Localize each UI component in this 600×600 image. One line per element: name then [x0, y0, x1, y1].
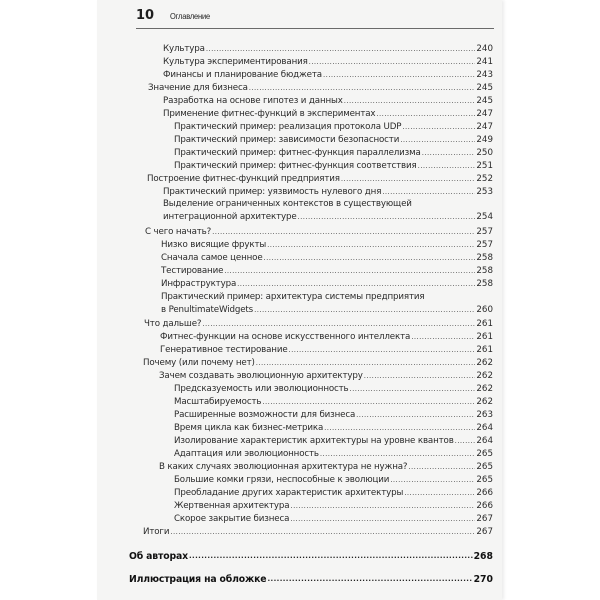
dot-leader: [350, 385, 476, 394]
toc-entry-page: 264: [476, 436, 493, 446]
toc-entry-page: 260: [476, 305, 493, 315]
toc-entry-chapter[interactable]: [129, 574, 493, 585]
toc-entry-page: 253: [476, 187, 493, 197]
toc-entry[interactable]: [160, 345, 493, 356]
toc-entry[interactable]: [174, 423, 493, 434]
toc-entry-title: Культура экспериментирования: [163, 57, 308, 67]
dot-leader: [324, 424, 475, 433]
toc-entry-page: 262: [476, 384, 493, 394]
toc-entry[interactable]: [145, 227, 493, 238]
dot-leader: [418, 162, 476, 171]
toc-entry-title: Практический пример: уязвимость нулевого дня: [163, 187, 382, 197]
toc-entry[interactable]: [161, 279, 493, 290]
toc-entry-title: Большие комки грязи, неспособные к эволюции: [174, 475, 390, 485]
dot-leader: [400, 136, 475, 145]
dot-leader: [323, 71, 475, 80]
dot-leader: [189, 552, 473, 561]
dot-leader: [262, 398, 475, 407]
dot-leader: [202, 320, 475, 329]
toc-entry-title: Финансы и планирование бюджета: [163, 70, 322, 80]
dot-leader: [382, 188, 475, 197]
dot-leader: [170, 528, 475, 537]
toc-entry[interactable]: [163, 44, 493, 55]
toc-entry[interactable]: [163, 70, 493, 81]
toc-entry-page: 258: [476, 266, 493, 276]
dot-leader: [422, 149, 476, 158]
toc-entry[interactable]: [161, 266, 493, 277]
toc-entry-line1[interactable]: [161, 292, 493, 303]
toc-entry-page: 257: [476, 240, 493, 250]
toc-entry-page: 261: [476, 319, 493, 329]
toc-entry-title-cont: в PenultimateWidgets: [161, 305, 254, 315]
toc-entry-page: 258: [476, 279, 493, 289]
dot-leader: [341, 175, 476, 184]
toc-entry-title: Зачем создавать эволюционную архитектуру: [159, 371, 363, 381]
toc-entry-title: Масштабируемость: [174, 397, 262, 407]
toc-entry[interactable]: [174, 148, 493, 159]
toc-entry-page: 267: [476, 527, 493, 537]
toc-entry-title: Об авторах: [129, 551, 188, 562]
toc-entry-page: 264: [476, 423, 493, 433]
toc-entry-page: 268: [473, 551, 493, 562]
toc-entry-title: Что дальше?: [144, 319, 202, 329]
toc-entry[interactable]: [161, 240, 493, 251]
toc-entry[interactable]: [163, 187, 493, 198]
toc-entry-title: Тестирование: [161, 266, 224, 276]
dot-leader: [224, 267, 475, 276]
toc-entry-title: Применение фитнес-функций в экспериментах: [163, 109, 376, 119]
toc-entry-line1[interactable]: [163, 199, 493, 210]
toc-entry-page: 258: [476, 253, 493, 263]
dot-leader: [404, 489, 475, 498]
toc-entry-page: 247: [476, 122, 493, 132]
toc-entry-title: Сначала самое ценное: [161, 253, 263, 263]
dot-leader: [249, 84, 476, 93]
dot-leader: [290, 502, 475, 511]
toc-entry-chapter[interactable]: [129, 551, 493, 562]
running-title: Оглавление: [170, 11, 210, 21]
dot-leader: [267, 575, 472, 584]
toc-entry-page: 241: [476, 57, 493, 67]
dot-leader: [376, 110, 475, 119]
toc-entry[interactable]: [144, 319, 493, 330]
dot-leader: [356, 411, 475, 420]
toc-entry-page: 263: [476, 410, 493, 420]
toc-entry-page: 270: [473, 574, 493, 585]
toc-entry[interactable]: [174, 397, 493, 408]
page-number: 10: [136, 8, 155, 23]
toc-entry-title: Предсказуемость или эволюционность: [174, 384, 349, 394]
dot-leader: [364, 372, 476, 381]
toc-entry-page: 267: [476, 514, 493, 524]
toc-entry[interactable]: [161, 305, 493, 316]
toc-entry[interactable]: [163, 96, 493, 107]
toc-entry-page: 266: [476, 501, 493, 511]
dot-leader: [212, 228, 475, 237]
toc-entry[interactable]: [174, 122, 493, 133]
toc-entry[interactable]: [174, 449, 493, 460]
dot-leader: [344, 97, 476, 106]
toc-entry-title: Преобладание других характеристик архитектуры: [174, 488, 404, 498]
dot-leader: [289, 346, 476, 355]
toc-entry-page: 262: [476, 397, 493, 407]
toc-entry-title: Адаптация или эволюционность: [174, 449, 319, 459]
toc-entry-page: 249: [476, 135, 493, 145]
toc-entry-page: 265: [476, 475, 493, 485]
toc-entry[interactable]: [147, 174, 493, 185]
toc-entry-page: 247: [476, 109, 493, 119]
dot-leader: [206, 45, 476, 54]
toc-entry-page: 245: [476, 96, 493, 106]
toc-entry[interactable]: [174, 410, 493, 421]
toc-entry[interactable]: [159, 462, 493, 473]
dot-leader: [390, 476, 475, 485]
toc-entry-title: Жертвенная архитектура: [174, 501, 290, 511]
toc-entry-title: Иллюстрация на обложке: [129, 574, 267, 585]
dot-leader: [455, 437, 476, 446]
toc-entry[interactable]: [163, 57, 493, 68]
toc-entry-title: Низко висящие фрукты: [161, 240, 267, 250]
toc-entry-page: 254: [476, 212, 493, 222]
toc-entry[interactable]: [163, 212, 493, 223]
toc-entry[interactable]: [174, 384, 493, 395]
toc-entry-title: Итоги: [143, 527, 170, 537]
toc-entry[interactable]: [174, 475, 493, 486]
toc-entry[interactable]: [174, 161, 493, 172]
toc-entry[interactable]: [174, 135, 493, 146]
toc-entry-title: Почему (или почему нет): [143, 358, 255, 368]
toc-entry-page: 262: [476, 371, 493, 381]
toc-entry-page: 265: [476, 449, 493, 459]
toc-entry-title: Значение для бизнеса: [148, 83, 248, 93]
toc-entry-title: Выделение ограниченных контекстов в существующей: [163, 199, 412, 209]
toc-entry[interactable]: [174, 488, 493, 499]
toc-entry-title: Практический пример: фитнес-функция соответствия: [174, 161, 417, 171]
toc-entry-title: Практический пример: зависимости безопасности: [174, 135, 400, 145]
toc-entry[interactable]: [159, 371, 493, 382]
page-header: [136, 6, 494, 29]
toc-entry-page: 265: [476, 462, 493, 472]
toc-entry-title: С чего начать?: [145, 227, 212, 237]
toc-entry[interactable]: [143, 358, 493, 369]
toc-entry-page: 261: [476, 332, 493, 342]
dot-leader: [402, 123, 475, 132]
toc-entry-title: Практический пример: архитектура системы предприятия: [161, 292, 425, 302]
toc-entry-title: Построение фитнес-функций предприятия: [147, 174, 340, 184]
toc-entry-title: Разработка на основе гипотез и данных: [163, 96, 343, 106]
toc-entry-page: 243: [476, 70, 493, 80]
dot-leader: [408, 463, 475, 472]
toc-entry-page: 262: [476, 358, 493, 368]
toc-entry-page: 250: [476, 148, 493, 158]
toc-entry[interactable]: [174, 501, 493, 512]
toc-entry-title: Время цикла как бизнес-метрика: [174, 423, 324, 433]
toc-entry-title: Генеративное тестирование: [160, 345, 288, 355]
toc-entry-title: Практический пример: фитнес-функция параллелизма: [174, 148, 421, 158]
toc-entry[interactable]: [161, 253, 493, 264]
toc-entry-title: Практический пример: реализация протокола UDP: [174, 122, 402, 132]
toc-entry-page: 261: [476, 345, 493, 355]
dot-leader: [411, 333, 475, 342]
toc-entry[interactable]: [174, 514, 493, 525]
toc-entry-title: Расширенные возможности для бизнеса: [174, 410, 356, 420]
toc-entry-title-cont: интеграционной архитектуре: [163, 212, 297, 222]
dot-leader: [237, 280, 475, 289]
dot-leader: [320, 450, 476, 459]
dot-leader: [309, 58, 476, 67]
toc-entry-page: 252: [476, 174, 493, 184]
dot-leader: [298, 213, 476, 222]
toc-entry[interactable]: [143, 527, 493, 538]
toc-entry-title: Изолирование характеристик архитектуры на уровне квантов: [174, 436, 454, 446]
toc-entry-title: В каких случаях эволюционная архитектура не нужна?: [159, 462, 408, 472]
toc-entry[interactable]: [160, 332, 493, 343]
toc-entry-title: Инфраструктура: [161, 279, 237, 289]
toc-entry-title: Скорое закрытие бизнеса: [174, 514, 290, 524]
dot-leader: [267, 241, 475, 250]
dot-leader: [264, 254, 476, 263]
dot-leader: [290, 515, 475, 524]
toc-entry-page: 257: [476, 227, 493, 237]
toc-entry-page: 251: [476, 161, 493, 171]
toc-entry[interactable]: [148, 83, 493, 94]
toc-entry-page: 245: [476, 83, 493, 93]
toc-entry-title: Фитнес-функции на основе искусственного интеллекта: [160, 332, 411, 342]
dot-leader: [254, 306, 475, 315]
dot-leader: [256, 359, 476, 368]
toc-entry[interactable]: [163, 109, 493, 120]
toc-entry[interactable]: [174, 436, 493, 447]
toc-entry-page: 240: [476, 44, 493, 54]
toc-entry-page: 266: [476, 488, 493, 498]
toc-entry-title: Культура: [163, 44, 205, 54]
